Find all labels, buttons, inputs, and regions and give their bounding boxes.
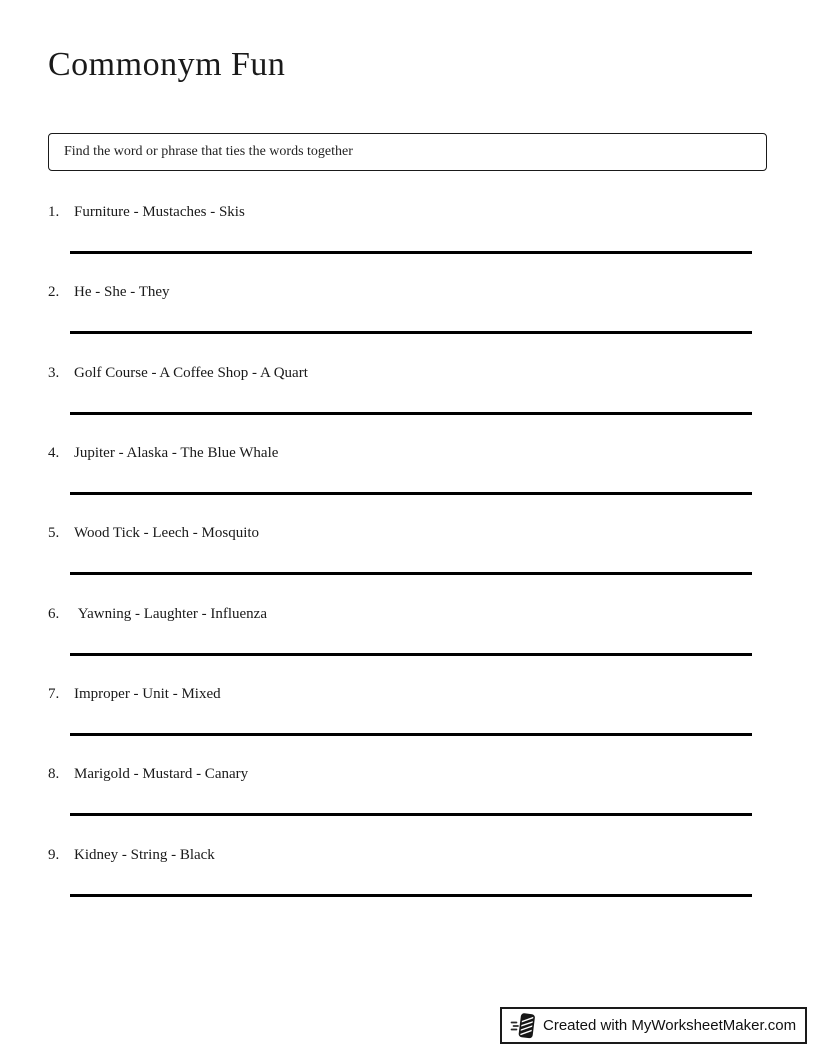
question-number: 6. (48, 606, 60, 622)
question-words: Furniture - Mustaches - Skis (74, 204, 245, 220)
question-row (48, 284, 752, 344)
question-words: Golf Course - A Coffee Shop - A Quart (74, 365, 308, 381)
answer-line (70, 733, 752, 736)
answer-line (70, 331, 752, 334)
answer-line (70, 412, 752, 415)
answer-line (70, 894, 752, 897)
answer-line (70, 572, 752, 575)
question-number: 1. (48, 204, 60, 220)
instructions-box (48, 133, 767, 171)
question-number: 8. (48, 766, 60, 782)
question-words: Kidney - String - Black (74, 847, 215, 863)
question-number: 4. (48, 445, 60, 461)
answer-line (70, 813, 752, 816)
flying-worksheet-icon (510, 1012, 536, 1040)
question-words: Yawning - Laughter - Influenza (74, 606, 268, 622)
question-words: He - She - They (74, 284, 170, 300)
credit-badge[interactable] (500, 1007, 807, 1044)
question-row (48, 686, 752, 746)
answer-line (70, 653, 752, 656)
question-number: 3. (48, 365, 60, 381)
question-row (48, 204, 752, 264)
question-number: 5. (48, 525, 60, 541)
question-words: Wood Tick - Leech - Mosquito (74, 525, 260, 541)
question-number: 2. (48, 284, 60, 300)
question-row (48, 606, 752, 666)
question-words: Jupiter - Alaska - The Blue Whale (74, 445, 279, 461)
answer-line (70, 492, 752, 495)
question-row (48, 445, 752, 505)
question-words: Marigold - Mustard - Canary (74, 766, 249, 782)
credit-text: Created with MyWorksheetMaker.com (543, 1017, 797, 1034)
question-words: Improper - Unit - Mixed (74, 686, 221, 702)
question-row (48, 525, 752, 585)
page-title: Commonym Fun (48, 46, 286, 83)
question-row (48, 365, 752, 425)
question-row (48, 847, 752, 907)
instructions-text: Find the word or phrase that ties the words together (64, 144, 353, 159)
question-number: 7. (48, 686, 60, 702)
question-row (48, 766, 752, 826)
question-number: 9. (48, 847, 60, 863)
answer-line (70, 251, 752, 254)
